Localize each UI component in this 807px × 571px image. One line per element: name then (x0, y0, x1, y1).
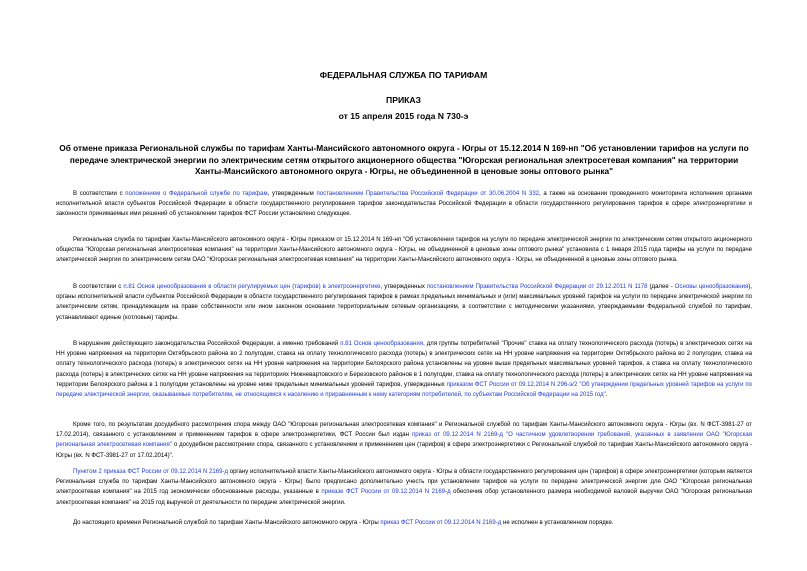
text: До настоящего времени Региональной службой по тарифам Ханты-Мансийского автономного округа - Югры (73, 520, 381, 526)
text: . (605, 392, 608, 399)
link-pricing-basics-p81[interactable]: п.81 Основ ценообразования в области регулируемых цен (тарифов) в электроэнергетике (123, 284, 381, 290)
link-pricing-basics[interactable]: Основы ценообразования (674, 284, 749, 290)
text: обеспечив обор установленного размера необходимой валовой выручки ОАО "Югорская региональная электросетевая компания" на 2015 год выручкой от деятельности по передаче электрической энергии. (56, 489, 752, 506)
link-regulation[interactable]: положением о Федеральной службе по тарифам (125, 191, 268, 197)
text: , а также на основании проведенного мониторинга исполнения органами исполнительной власти субъектов Российской Федерации в области государственного регулирования тарифов законодательства Российской Федерации в области государственного регулирования тарифов в сфере электроэнергетики и законности принимаемых ими решений об установлении тарифов ФСТ России установлено следующее. (56, 191, 752, 218)
document-heading: Об отмене приказа Региональной службы по тарифам Ханты-Мансийского автономного округа - Югры от 15.12.2014 N 169-нп "Об установлении тарифов на услуги по передаче электрической энергии по электрическим сетям открытого акционерного общества "Югорская региональная электросетевая компания" на территории Ханты-Мансийского автономного округа - Югры, не объединенной в ценовые зоны оптового рынка" (59, 143, 749, 177)
link-government-decree[interactable]: постановлением Правительства Российской Федерации от 30.06.2004 N 332 (316, 191, 540, 197)
text: В соответствии с (73, 191, 126, 197)
paragraph-1 (56, 189, 752, 220)
text: , утвержденным (267, 191, 317, 197)
text: органу исполнительной власти Ханты-Мансийского автономного округа - Югры в области государственного регулирования цен (тарифов) в сфере электроэнергетики (которым является Региональная служба по тарифам Ханты-Мансийского автономного округа - Югры) было предписано дополнительно учесть при установлении тарифов на услуги по передаче электрической энергии для ОАО "Югорская региональная электросетевая компания" на 2015 год экономически обоснованные расходы, указанные в (56, 469, 752, 496)
paragraph-6 (56, 467, 752, 508)
link-fst-order-2169[interactable]: приказ от 09.12.2014 N 2169-д "О частичном удовлетворении требований, указанных в заявлении ОАО "Югорская региональная электросетевая компания" (56, 432, 752, 449)
text: о досудебном рассмотрении спора, связанного с установлением и применением цен (тарифов) в сфере электроэнергетики с Региональной службой по тарифам Ханты-Мансийского автономного округа - Югры (вх. N ФСТ-3981-27 от 17.02.2014)". (56, 442, 753, 459)
link-fst-order-2169[interactable]: приказе ФСТ России от 09.12.2014 N 2169-д (321, 489, 451, 496)
text: В соответствии с (73, 284, 124, 290)
paragraph-7 (56, 518, 752, 528)
paragraph-3 (56, 282, 752, 323)
paragraph-5 (56, 420, 752, 461)
text: ), органы исполнительной власти субъектов Российской Федерации в области государственного регулирования тарифов в рамках предельных минимальных и (или) максимальных уровней тарифов на услуги по передаче электрической энергии по электрическим сетям, принадлежащим на праве собственности или ином законном основании территориальным сетевым организациям, в соответствии с методическими указаниями, утверждаемыми Федеральной службой по тарифам, устанавливают единые (котловые) тарифы. (56, 284, 752, 321)
text: В нарушение действующего законодательства Российской Федерации, а именно требований (73, 341, 341, 347)
link-fst-order-2169-item2[interactable]: Пунктом 2 приказа ФСТ России от 09.12.2014 N 2169-д (73, 469, 228, 475)
document-date-number: от 15 апреля 2015 года N 730-э (338, 111, 469, 121)
link-fst-order-2169[interactable]: приказ ФСТ России от 09.12.2014 N 2169-д (380, 520, 502, 526)
link-fst-order-296[interactable]: приказом ФСТ России от 09.12.2014 N 296-э/2 "Об утверждении предельных уровней тарифов на услуги по передаче электрической энергии, оказываемые потребителям, не относящимся к населению и приравненным к нему категориям потребителей, по субъектам Российской Федерации на 2015 год" (56, 381, 752, 399)
text: , для группы потребителей "Прочие" ставка на оплату технологического расхода (потерь) в электрических сетях на НН уровне напряжения на территории Октябрьского района во 2 полугодии, ставка на оплату технологического расхода (потерь) в электрических сетях на НН уровне напряжения на территории Октябрьского района во 2 полугодии, ставка на оплату технологического расхода (потерь) в электрических сетях на НН уровне напряжения на территории Белоярского района установлены на уровне выше предельных максимальных уровней тарифов, а ставка на оплату технологического расхода (потерь) в электрических сетях на НН уровне напряжения на территориях Нижневартовского и Березовского районов в 1 полугодии, ставка на оплату технологического расхода (потерь) в электрических сетях на НН уровне напряжения на территории Белоярского района в 1 полугодии установлены на уровне ниже предельных минимальных уровней тарифов, утвержденных (56, 341, 752, 388)
text: Региональная служба по тарифам Ханты-Мансийского автономного округа - Югры приказом от 15.12.2014 N 169-нп "Об установлении тарифов на услуги по передаче электрической энергии по электрическим сетям открытого акционерного общества "Югорская региональная электросетевая компания" на территории Ханты-Мансийского автономного округа - Югры, не объединенной в ценовые зоны оптового рынка" установила с 1 января 2015 года тарифы на услуги по передаче электрической энергии по электрическим сетям ОАО "Югорская региональная электросетевая компания" на территории Ханты-Мансийского автономного округа - Югры, не объединенной в ценовые зоны оптового рынка. (56, 237, 752, 264)
text: (далее - (647, 284, 675, 290)
link-government-decree-1178[interactable]: постановлением Правительства Российской Федерации от 29.12.2011 N 1178 (426, 284, 648, 290)
paragraph-4 (56, 339, 752, 400)
agency-title: ФЕДЕРАЛЬНАЯ СЛУЖБА ПО ТАРИФАМ (319, 70, 488, 80)
text: Кроме того, по результатам досудебного рассмотрения спора между ОАО "Югорская региональная электросетевая компания" и Региональной службой по тарифам Ханты-Мансийского автономного округа - Югры (вх. N ФСТ-3981-27 от 17.02.2014), связанного с установлением и применением тарифов в сфере электроэнергетики, ФСТ России был издан (56, 422, 752, 439)
link-p81-pricing-basics[interactable]: п.81 Основ ценообразования (340, 341, 424, 347)
document-type: ПРИКАЗ (386, 95, 421, 105)
text: не исполнен в установленном порядке. (501, 520, 614, 526)
text: , утвержденных (380, 284, 427, 290)
paragraph-2 (56, 235, 752, 266)
